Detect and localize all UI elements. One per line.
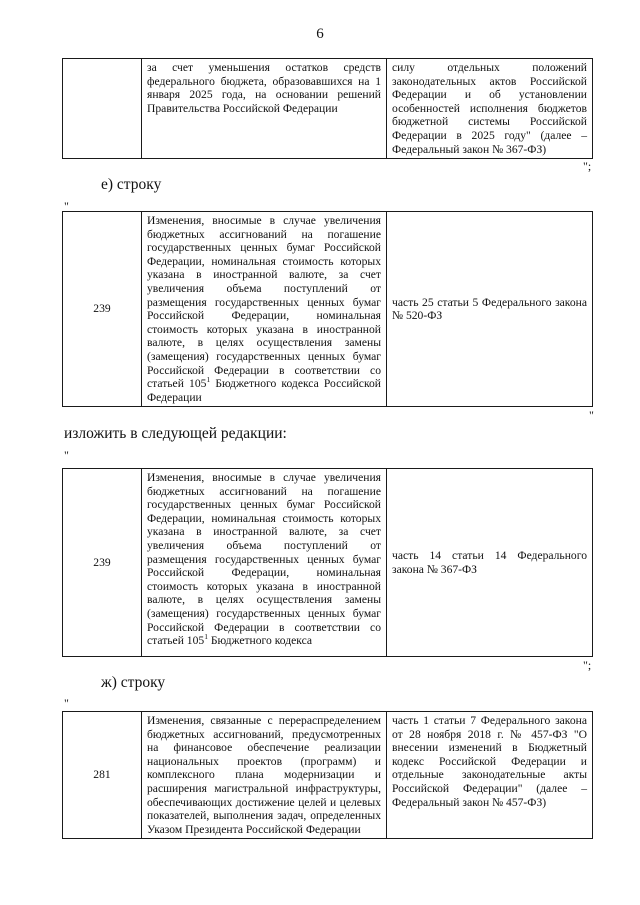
table-row xyxy=(63,212,593,407)
table-row xyxy=(63,469,593,657)
description-tail: Бюджетного кодекса Российской Федерации xyxy=(147,377,382,404)
cell-description xyxy=(142,212,387,407)
cell-description: за счет уменьшения остатков средств федерального бюджета, образовавшихся на 1 января 2025 года, на основании решений Правительства Российской Федерации xyxy=(142,59,387,159)
heading-zh: ж) строку xyxy=(101,674,166,691)
description-tail: Бюджетного кодекса xyxy=(207,634,313,648)
page-number: 6 xyxy=(316,26,324,42)
opening-quote-mark: " xyxy=(64,696,69,710)
cell-number-empty xyxy=(63,59,142,159)
superscript: 1 xyxy=(206,375,211,385)
table-row-239-new xyxy=(62,468,593,657)
row-number: 239 xyxy=(63,212,142,407)
table-continuation xyxy=(62,58,593,159)
cell-description: Изменения, связанные с перераспределением бюджетных ассигнований, предусмотренных на финансовое обеспечение реализации национальных проектов (программ) и комплексного плана модернизации и расширения магистральной инфраструктуры, обеспечивающих достижение целей и целевых показателей, выполнения задач, определенных Указом Президента Российской Федерации xyxy=(142,712,387,839)
cell-legal-basis: часть 1 статьи 7 Федерального закона от 28 ноября 2018 г. № 457-ФЗ "О внесении изменений в Бюджетный кодекс Российской Федерации и отдельные законодательные акты Российской Федерации" (далее – Федеральный закон № 457-ФЗ) xyxy=(387,712,593,839)
row-number: 281 xyxy=(63,712,142,839)
row-number: 239 xyxy=(63,469,142,657)
cell-legal-basis: силу отдельных положений законодательных актов Российской Федерации и об установлении особенностей исполнения бюджетов бюджетной системы Российской Федерации в 2025 году" (далее – Федеральный закон № 367-ФЗ) xyxy=(387,59,593,159)
cell-legal-basis: часть 25 статьи 5 Федерального закона № 520-ФЗ xyxy=(387,212,593,407)
opening-quote-mark: " xyxy=(64,199,69,213)
opening-quote-mark: " xyxy=(64,448,69,462)
cell-legal-basis: часть 14 статьи 14 Федерального закона № 367-ФЗ xyxy=(387,469,593,657)
table-row xyxy=(63,59,593,159)
heading-e: е) строку xyxy=(101,176,162,193)
superscript: 1 xyxy=(204,632,208,642)
heading-replace: изложить в следующей редакции: xyxy=(64,425,287,442)
cell-description xyxy=(142,469,387,657)
description-text: Изменения, вносимые в случае увеличения бюджетных ассигнований на погашение государственных ценных бумаг Российской Федерации, номинальная стоимость которых указана в иностранной валюте, за счет увеличения объема поступлений от размещения государственных ценных бумаг Российской Федерации, номинальная стоимость которых указана в иностранной валюте, в целях осуществления замены (замещения) государственных ценных бумаг Российской Федерации в соответствии со статьей 105 xyxy=(147,471,381,648)
closing-quote-mark: "; xyxy=(583,658,592,672)
table-row-239-old xyxy=(62,211,593,407)
closing-quote-mark: " xyxy=(589,408,594,422)
description-text: Изменения, вносимые в случае увеличения бюджетных ассигнований на погашение государственных ценных бумаг Российской Федерации, номинальная стоимость которых указана в иностранной валюте, за счет увеличения объема поступлений от размещения государственных ценных бумаг Российской Федерации, номинальная стоимость которых указана в иностранной валюте, в целях осуществления замены (замещения) государственных ценных бумаг Российской Федерации в соответствии со статьей 105 xyxy=(147,214,381,391)
table-row xyxy=(63,712,593,839)
table-row-281 xyxy=(62,711,593,839)
closing-quote-mark: "; xyxy=(583,159,592,173)
